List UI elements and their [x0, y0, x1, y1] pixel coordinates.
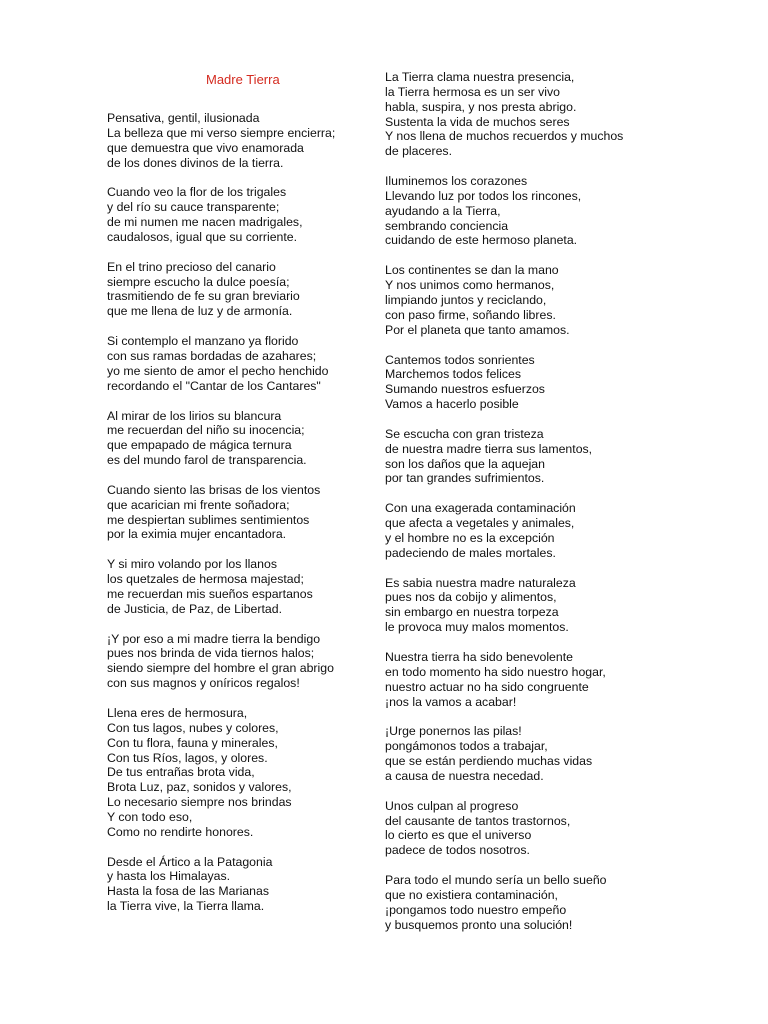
poem-line: Desde el Ártico a la Patagonia — [107, 854, 273, 869]
poem-line: Es sabia nuestra madre naturaleza — [385, 575, 576, 590]
poem-line: pues nos brinda de vida tiernos halos; — [107, 646, 315, 661]
poem-line: sin embargo en nuestra torpeza — [385, 605, 559, 620]
poem-line: que demuestra que vivo enamorada — [107, 140, 304, 155]
stanza — [107, 483, 369, 542]
poem-line: por tan grandes sufrimientos. — [385, 471, 545, 486]
poem-line: Lo necesario siempre nos brindas — [107, 795, 292, 810]
poem-line: padeciendo de males mortales. — [385, 545, 556, 560]
poem-line: que me llena de luz y de armonía. — [107, 304, 293, 319]
poem-line: de placeres. — [385, 144, 452, 159]
stanza — [385, 799, 655, 858]
poem-line: a causa de nuestra necedad. — [385, 768, 544, 783]
poem-line: Llevando luz por todos los rincones, — [385, 188, 582, 203]
poem-line: padece de todos nosotros. — [385, 843, 530, 858]
poem-line: de mi numen me nacen madrigales, — [107, 215, 303, 230]
stanza — [385, 174, 655, 248]
poem-line: Si contemplo el manzano ya florido — [107, 334, 299, 349]
poem-line: Brota Luz, paz, sonidos y valores, — [107, 780, 292, 795]
stanza — [385, 873, 655, 932]
poem-line: En el trino precioso del canario — [107, 259, 276, 274]
poem-line: ¡Y por eso a mi madre tierra la bendigo — [107, 631, 321, 646]
stanza — [107, 632, 369, 691]
poem-line: habla, suspira, y nos presta abrigo. — [385, 99, 577, 114]
poem-line: le provoca muy malos momentos. — [385, 620, 569, 635]
poem-line: Nuestra tierra ha sido benevolente — [385, 650, 573, 664]
poem-line: nuestro actuar no ha sido congruente — [385, 679, 589, 694]
poem-line: Cantemos todos sonrientes — [385, 352, 535, 367]
poem-line: con sus magnos y oníricos regalos! — [107, 676, 300, 691]
stanza — [107, 706, 369, 840]
poem-line: que afecta a vegetales y animales, — [385, 516, 575, 531]
poem-line: siendo siempre del hombre el gran abrigo — [107, 661, 334, 676]
poem-line: Unos culpan al progreso — [385, 798, 519, 813]
poem-line: yo me siento de amor el pecho henchido — [107, 363, 329, 378]
poem-line: los quetzales de hermosa majestad; — [107, 572, 304, 587]
poem-line: Con tu flora, fauna y minerales, — [107, 735, 278, 750]
poem-line: Pensativa, gentil, ilusionada — [107, 111, 260, 125]
poem-line: Y nos llena de muchos recuerdos y muchos — [385, 129, 624, 144]
poem-line: Por el planeta que tanto amamos. — [385, 322, 570, 337]
poem-line: que empapado de mágica ternura — [107, 438, 292, 453]
poem-line: Al mirar de los lirios su blancura — [107, 408, 282, 423]
stanza — [107, 557, 369, 616]
poem-line: siempre escucho la dulce poesía; — [107, 274, 290, 289]
poem-line: ayudando a la Tierra, — [385, 203, 501, 218]
poem-line: que se están perdiendo muchas vidas — [385, 754, 593, 769]
poem-line: y busquemos pronto una solución! — [385, 917, 573, 932]
poem-line: Hasta la fosa de las Marianas — [107, 884, 269, 899]
poem-line: y el hombre no es la excepción — [385, 530, 555, 545]
poem-line: de Justicia, de Paz, de Libertad. — [107, 601, 282, 616]
poem-line: Llena eres de hermosura, — [107, 706, 248, 720]
stanza — [107, 111, 369, 170]
poem-line: la Tierra hermosa es un ser vivo — [385, 84, 560, 99]
stanza — [385, 353, 655, 412]
poem-line: lo cierto es que el universo — [385, 828, 532, 843]
poem-line: Con una exagerada contaminación — [385, 501, 576, 516]
stanza — [385, 427, 655, 486]
poem-line: de los dones divinos de la tierra. — [107, 155, 284, 170]
poem-left-column — [107, 70, 369, 929]
poem-line: Marchemos todos felices — [385, 367, 522, 382]
stanza — [385, 263, 655, 337]
poem-line: Se escucha con gran tristeza — [385, 426, 544, 441]
poem-line: con sus ramas bordadas de azahares; — [107, 348, 317, 363]
poem-line: Iluminemos los corazones — [385, 174, 528, 189]
stanza — [107, 409, 369, 468]
poem-line: pongámonos todos a trabajar, — [385, 739, 548, 754]
poem-line: Vamos a hacerlo posible — [385, 397, 519, 412]
poem-line: limpiando juntos y reciclando, — [385, 292, 547, 307]
stanza — [107, 260, 369, 319]
stanza — [385, 650, 655, 709]
poem-line: es del mundo farol de transparencia. — [107, 453, 307, 468]
poem-line: con paso firme, soñando libres. — [385, 307, 556, 322]
poem-line: Y si miro volando por los llanos — [107, 557, 277, 572]
poem-line: me recuerdan mis sueños espartanos — [107, 586, 313, 601]
poem-line: ¡Urge ponernos las pilas! — [385, 724, 522, 739]
poem-line: me despiertan sublimes sentimientos — [107, 512, 310, 527]
poem-line: pues nos da cobijo y alimentos, — [385, 590, 557, 605]
poem-line: De tus entrañas brota vida, — [107, 765, 255, 780]
poem-line: del causante de tantos trastornos, — [385, 813, 571, 828]
poem-line: recordando el "Cantar de los Cantares" — [107, 378, 321, 393]
poem-line: son los daños que la aquejan — [385, 456, 545, 471]
poem-right-column — [385, 70, 655, 948]
poem-line: ¡nos la vamos a acabar! — [385, 694, 517, 709]
poem-line: Y con todo eso, — [107, 809, 193, 824]
poem-line: Sustenta la vida de muchos seres — [385, 114, 570, 129]
poem-line: sembrando conciencia — [385, 218, 509, 233]
poem-line: Cuando siento las brisas de los vientos — [107, 482, 321, 497]
poem-line: me recuerdan del niño su inocencia; — [107, 423, 305, 438]
stanza — [385, 576, 655, 635]
poem-line: por la eximia mujer encantadora. — [107, 527, 287, 542]
poem-line: Con tus Ríos, lagos, y olores. — [107, 750, 268, 765]
poem-line: de nuestra madre tierra sus lamentos, — [385, 441, 593, 456]
stanza — [107, 334, 369, 393]
poem-line: Y nos unimos como hermanos, — [385, 278, 555, 293]
poem-line: caudalosos, igual que su corriente. — [107, 229, 298, 244]
poem-line: ¡pongamos todo nuestro empeño — [385, 902, 567, 917]
poem-line: y del río su cauce transparente; — [107, 200, 280, 215]
poem-line: La Tierra clama nuestra presencia, — [385, 70, 575, 84]
poem-line: Los continentes se dan la mano — [385, 263, 559, 278]
stanza — [385, 501, 655, 560]
stanza — [385, 724, 655, 783]
stanza — [385, 70, 655, 159]
stanza — [107, 855, 369, 914]
poem-title: Madre Tierra — [206, 72, 280, 87]
poem-line: la Tierra vive, la Tierra llama. — [107, 899, 265, 914]
poem-line: que no existiera contaminación, — [385, 887, 558, 902]
poem-line: Cuando veo la flor de los trigales — [107, 185, 287, 200]
poem-line: Como no rendirte honores. — [107, 824, 254, 839]
poem-line: La belleza que mi verso siempre encierra; — [107, 125, 336, 140]
poem-line: Con tus lagos, nubes y colores, — [107, 720, 279, 735]
poem-line: Sumando nuestros esfuerzos — [385, 382, 545, 397]
poem-line: trasmitiendo de fe su gran breviario — [107, 289, 300, 304]
poem-line: en todo momento ha sido nuestro hogar, — [385, 664, 606, 679]
poem-line: y hasta los Himalayas. — [107, 869, 231, 884]
poem-line: que acarician mi frente soñadora; — [107, 497, 290, 512]
poem-line: Para todo el mundo sería un bello sueño — [385, 873, 607, 888]
stanza — [107, 185, 369, 244]
poem-line: cuidando de este hermoso planeta. — [385, 233, 578, 248]
